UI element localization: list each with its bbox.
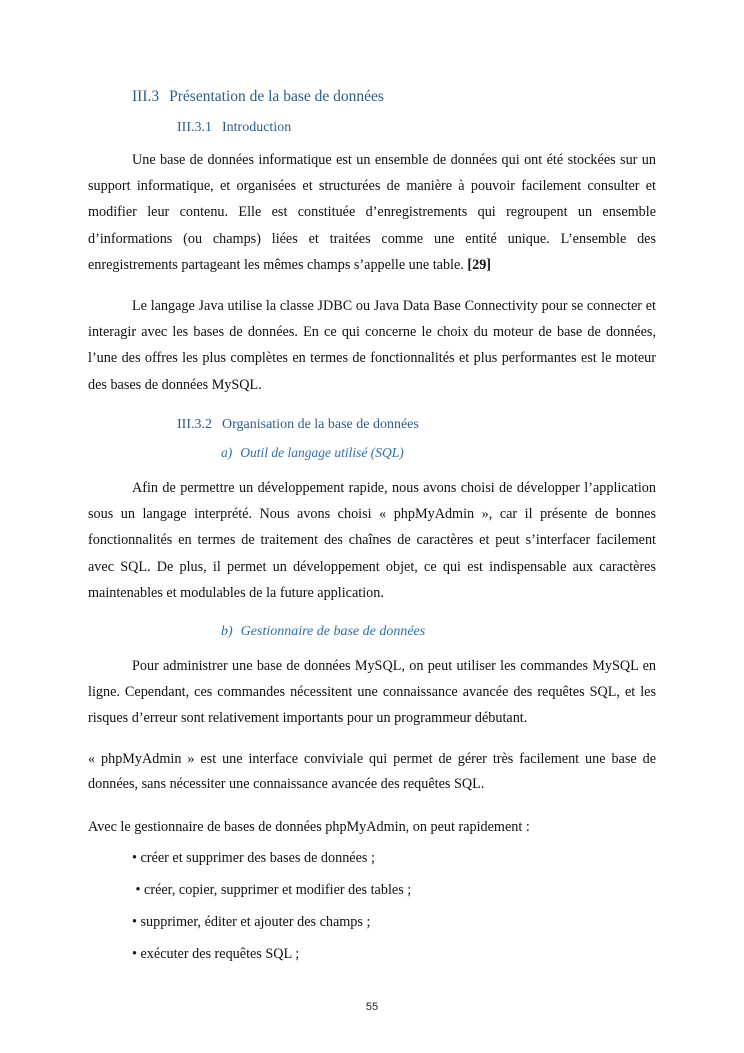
item-title: Outil de langage utilisé (SQL) [240, 445, 404, 460]
citation: [29] [467, 256, 492, 273]
subsection-number: III.3.2 [177, 417, 212, 432]
paragraph-phpmyadmin-interface [88, 747, 656, 797]
item-heading-a [221, 445, 404, 461]
subsection-heading-introduction [177, 120, 291, 136]
list-item: • exécuter des requêtes SQL ; [132, 946, 300, 962]
paragraph-database-definition [88, 147, 656, 278]
paragraph-text: Pour administrer une base de données MySQL, on peut utiliser les commandes MySQL en ligne. Cependant, ces commandes nécessitent une connaissance avancée des requêtes SQL, et les risques d’erreur sont relativement importants pour un programmeur débutant. [88, 658, 656, 727]
subsection-title: Introduction [222, 120, 292, 135]
page-number: 55 [365, 1001, 379, 1013]
item-marker: a) [221, 445, 233, 460]
paragraph-text: Le langage Java utilise la classe JDBC ou Java Data Base Connectivity pour se connecter et interagir avec les bases de données. En ce qui concerne le choix du moteur de base de données, l’une des offres les plus complètes en termes de fonctionnalités et plus performantes est le moteur des bases de données MySQL. [88, 298, 656, 393]
list-item: • créer et supprimer des bases de données ; [132, 850, 375, 866]
paragraph-phpmyadmin-choice [88, 475, 656, 606]
paragraph-text: « phpMyAdmin » est une interface conviviale qui permet de gérer très facilement une base de données, sans nécessiter une connaissance avancée des requêtes SQL. [88, 751, 656, 792]
section-title: Présentation de la base de données [169, 88, 384, 105]
subsection-heading-organisation [177, 417, 419, 433]
item-marker: b) [221, 624, 233, 639]
paragraph-java-jdbc [88, 293, 656, 398]
list-item: • supprimer, éditer et ajouter des champs ; [132, 914, 371, 930]
paragraph-mysql-commands [88, 653, 656, 732]
section-number: III.3 [132, 88, 160, 105]
item-heading-b [221, 624, 425, 640]
subsection-number: III.3.1 [177, 120, 212, 135]
list-item: • créer, copier, supprimer et modifier des tables ; [132, 882, 412, 898]
paragraph-text: Afin de permettre un développement rapide, nous avons choisi de développer l’application sous un langage interprété. Nous avons choisi « phpMyAdmin », car il présente de bonnes fonctionnalités en termes de traitement des chaînes de caractères et peut s’interfacer facilement avec SQL. De plus, il permet un développement objet, ce qui est indispensable aux caractères maintenables et modulables de la future application. [88, 480, 656, 601]
subsection-title: Organisation de la base de données [222, 417, 419, 432]
paragraph-text: Une base de données informatique est un ensemble de données qui ont été stockées sur un support informatique, et organisées et structurées de manière à pouvoir facilement consulter et modifier leur contenu. Elle est constituée d’enregistrements qui regroupent un ensemble d’informations (ou champs) liées et traitées comme une entité unique. L’ensemble des enregistrements partageant les mêmes champs s’appelle une table. [88, 152, 656, 273]
section-heading [132, 88, 384, 106]
item-title: Gestionnaire de base de données [240, 624, 426, 639]
paragraph-phpmyadmin-features [88, 814, 656, 840]
paragraph-text: Avec le gestionnaire de bases de données phpMyAdmin, on peut rapidement : [88, 819, 530, 835]
